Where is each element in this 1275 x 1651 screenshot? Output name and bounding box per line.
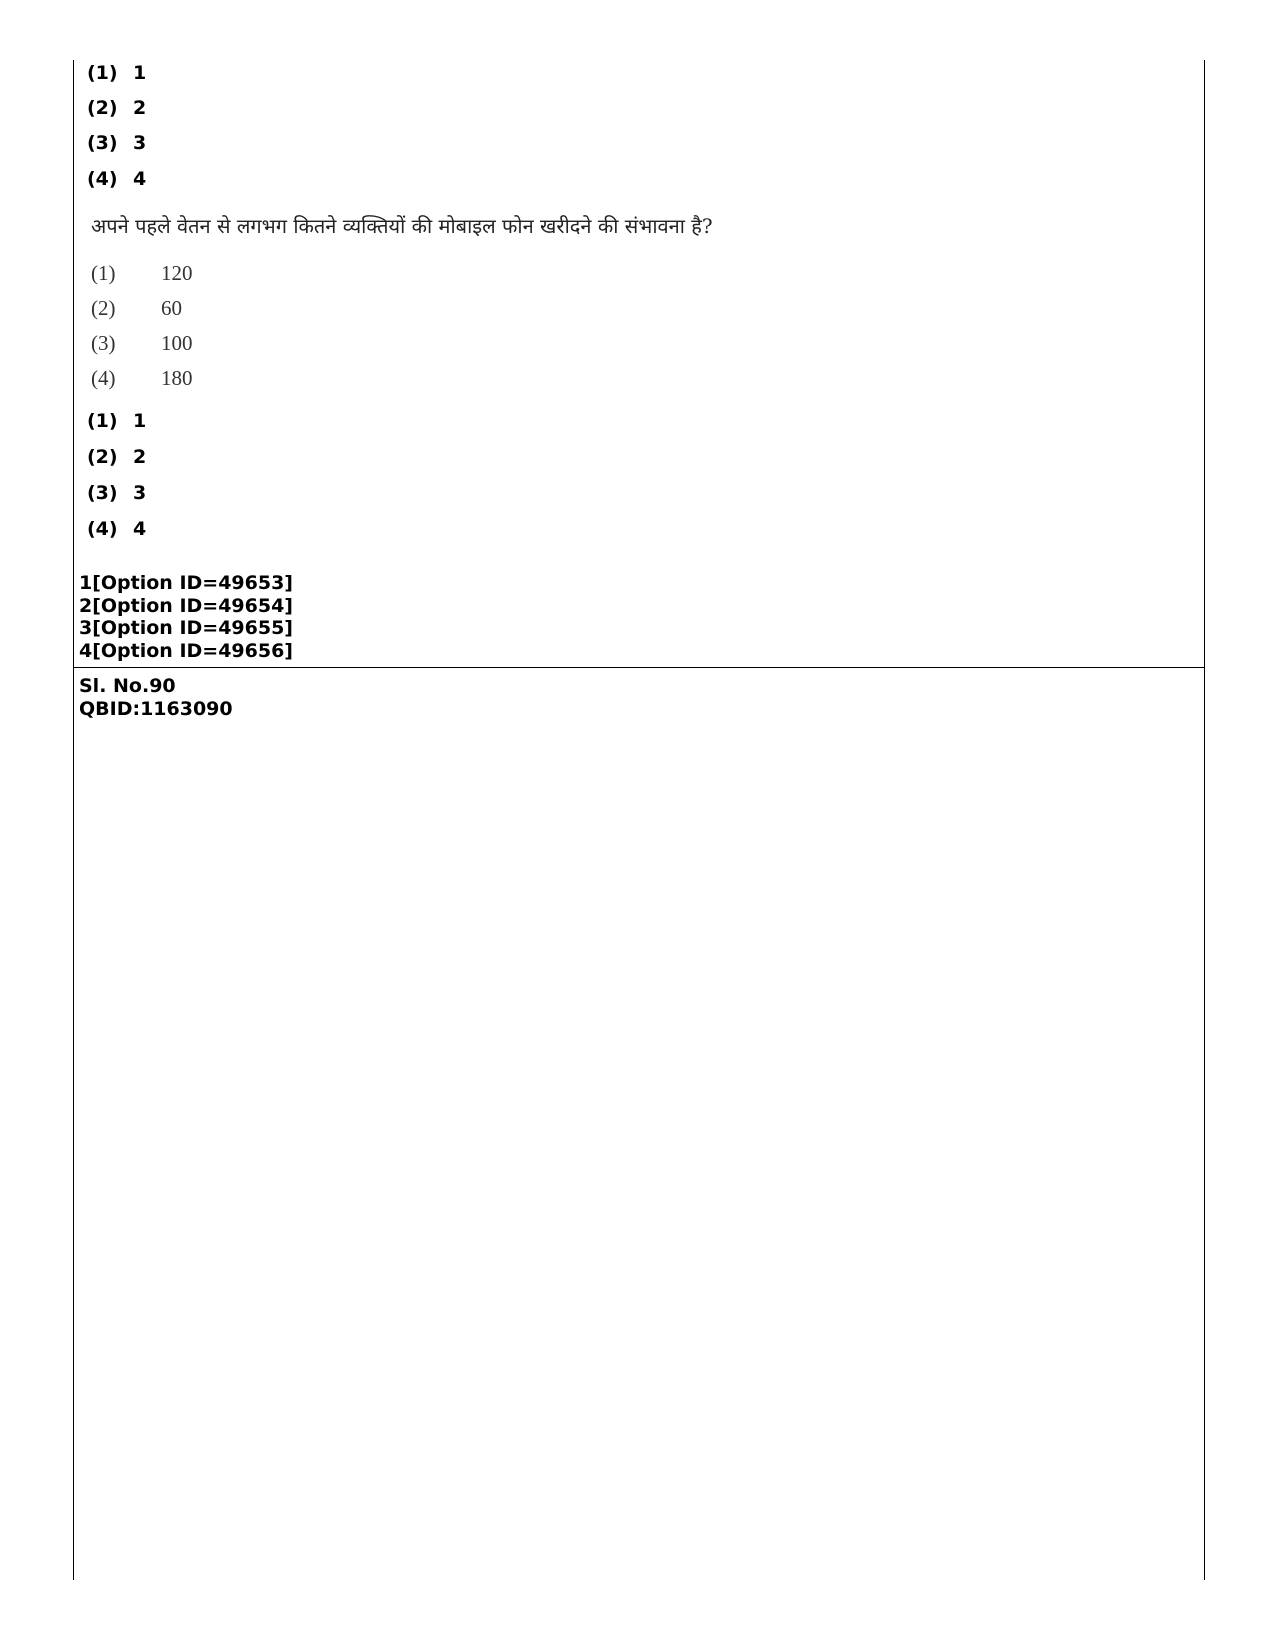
question-divider: [73, 667, 1204, 668]
page-frame: [73, 60, 1205, 1580]
question-choice-2: (2) 60: [91, 296, 182, 320]
next-question-meta: [79, 675, 233, 720]
question-choice-1: (1) 120: [91, 261, 193, 285]
answer-option-bottom-1: (1) 1: [87, 410, 147, 432]
answer-option-bottom-2: (2) 2: [87, 446, 147, 468]
answer-option-bottom-3: (3) 3: [87, 482, 147, 504]
question-bank-id: QBID:1163090: [79, 697, 233, 720]
option-id-1: 1[Option ID=49653]: [79, 572, 293, 594]
question-choice-4: (4) 180: [91, 366, 193, 390]
question-choice-3: (3) 100: [91, 331, 193, 355]
option-id-list: [79, 572, 293, 662]
answer-option-top-2: (2) 2: [87, 97, 147, 119]
answer-option-top-3: (3) 3: [87, 132, 147, 154]
answer-option-top-4: (4) 4: [87, 168, 147, 190]
option-id-3: 3[Option ID=49655]: [79, 617, 293, 639]
answer-option-bottom-4: (4) 4: [87, 518, 147, 540]
answer-option-top-1: (1) 1: [87, 62, 147, 84]
serial-number: Sl. No.90: [79, 675, 176, 697]
option-id-4: 4[Option ID=49656]: [79, 639, 293, 662]
question-text: अपने पहले वेतन से लगभग कितने व्यक्तियों की मोबाइल फोन खरीदने की संभावना है?: [91, 214, 713, 238]
option-id-2: 2[Option ID=49654]: [79, 594, 293, 617]
